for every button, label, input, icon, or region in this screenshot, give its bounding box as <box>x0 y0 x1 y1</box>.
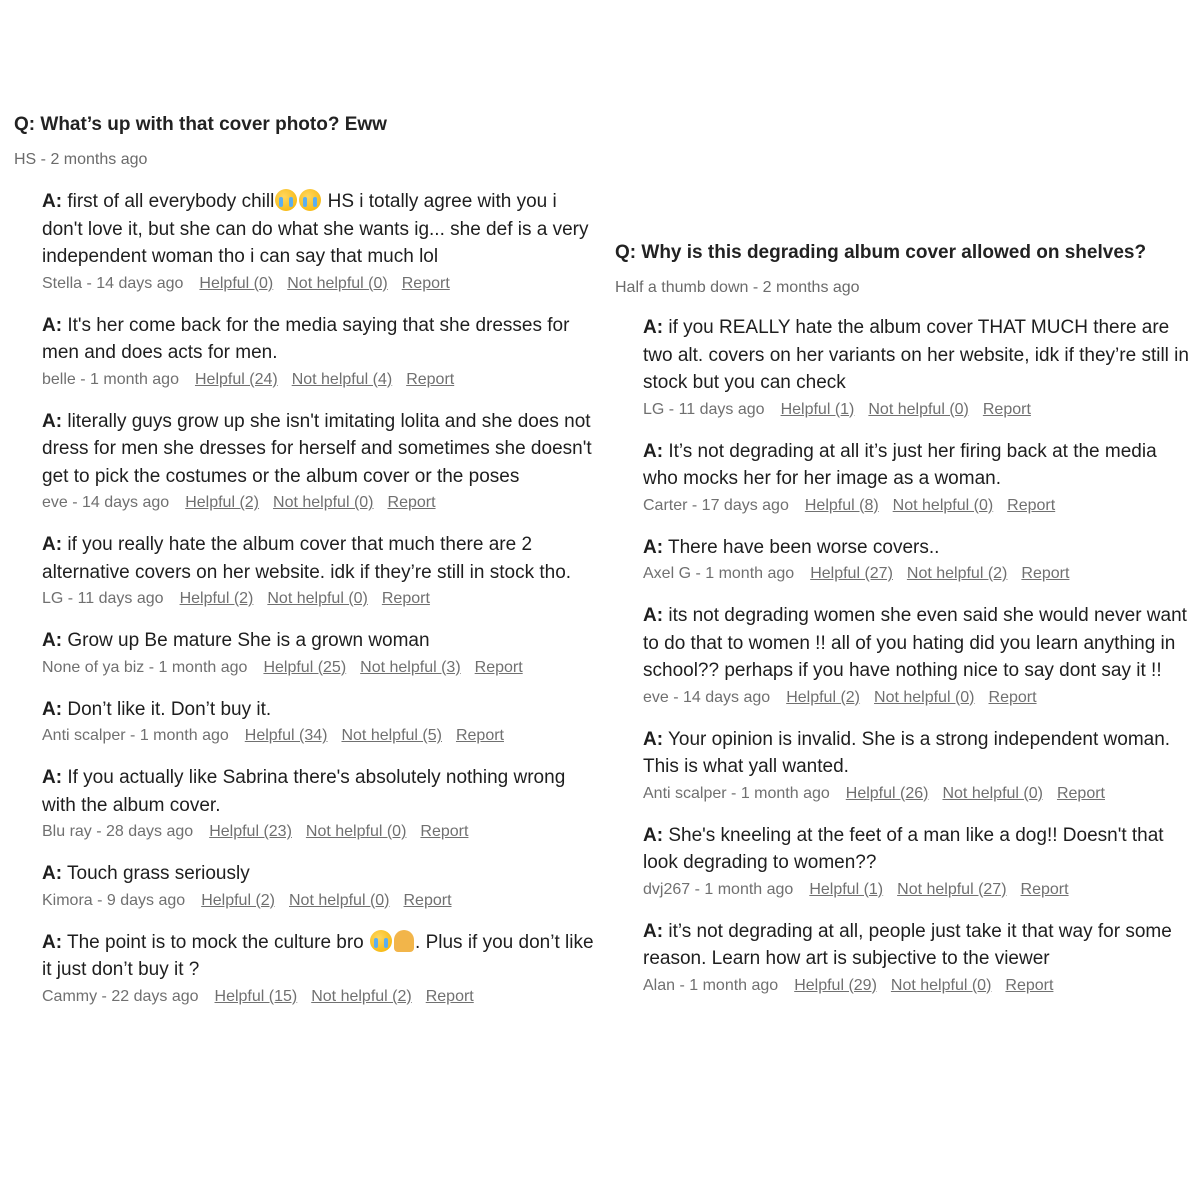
answer-meta <box>42 368 600 392</box>
answer-meta <box>42 724 600 748</box>
answer-prefix: A: <box>643 536 664 558</box>
not-helpful-button[interactable]: Not helpful (0) <box>287 274 388 292</box>
answer-author: Stella - 14 days ago <box>42 274 184 292</box>
not-helpful-button[interactable]: Not helpful (2) <box>311 987 412 1005</box>
report-button[interactable]: Report <box>455 727 504 744</box>
helpful-button[interactable]: Helpful (29) <box>794 976 877 994</box>
answer-list <box>42 188 600 1009</box>
answer-body: if you REALLY hate the album cover THAT MUCH there are two alt. covers on her variants on her website, idk if they’re still in stock but you can check <box>643 317 1189 393</box>
report-button[interactable]: Report <box>1021 565 1070 582</box>
answer-item <box>42 929 600 1009</box>
answer-body: if you really hate the album cover that much there are 2 alternative covers on her website. idk if they’re still in stock tho. <box>42 534 572 583</box>
answer-text-part: first of all everybody chill <box>62 191 275 212</box>
answer-text <box>42 860 600 888</box>
helpful-button[interactable]: Helpful (24) <box>194 370 278 388</box>
answer-text <box>643 438 1195 493</box>
helpful-button[interactable]: Helpful (25) <box>263 658 347 676</box>
not-helpful-button[interactable]: Not helpful (2) <box>906 565 1008 582</box>
answer-prefix: A: <box>643 317 664 338</box>
question-title: Q: What’s up with that cover photo? Eww <box>14 114 387 135</box>
answer-prefix: A: <box>643 605 664 626</box>
answer-meta <box>42 272 600 296</box>
not-helpful-button[interactable]: Not helpful (27) <box>897 880 1007 898</box>
report-button[interactable]: Report <box>1056 784 1105 802</box>
not-helpful-button[interactable]: Not helpful (5) <box>341 727 442 744</box>
answer-text <box>42 408 600 491</box>
helpful-button[interactable]: Helpful (26) <box>845 784 929 802</box>
answer-text <box>42 531 600 586</box>
question-meta: HS - 2 months ago <box>14 151 148 168</box>
report-button[interactable]: Report <box>425 987 474 1005</box>
helpful-button[interactable]: Helpful (2) <box>201 891 275 909</box>
report-button[interactable]: Report <box>406 370 455 388</box>
answer-item <box>42 188 600 296</box>
report-button[interactable]: Report <box>387 494 436 511</box>
answer-text <box>643 314 1195 397</box>
helpful-button[interactable]: Helpful (34) <box>244 727 328 744</box>
report-button[interactable]: Report <box>474 658 523 676</box>
not-helpful-button[interactable]: Not helpful (0) <box>273 494 374 511</box>
answer-prefix: A: <box>42 630 63 651</box>
answer-prefix: A: <box>643 728 664 750</box>
answer-item <box>643 918 1195 998</box>
answer-meta <box>42 656 600 680</box>
not-helpful-button[interactable]: Not helpful (0) <box>289 891 390 909</box>
helpful-button[interactable]: Helpful (2) <box>786 688 861 706</box>
answer-text <box>42 929 600 984</box>
answer-author: eve - 14 days ago <box>42 494 170 511</box>
answer-body: It's her come back for the media saying that she dresses for men and does acts for men. <box>42 314 570 363</box>
helpful-button[interactable]: Helpful (2) <box>179 590 254 607</box>
answer-body: it’s not degrading at all, people just take it that way for some reason. Learn how art is subjective to the viewer <box>643 920 1172 969</box>
answer-item <box>643 534 1195 587</box>
not-helpful-button[interactable]: Not helpful (4) <box>291 370 393 388</box>
question-title: Q: Why is this degrading album cover allowed on shelves? <box>615 242 1147 263</box>
answer-meta <box>643 562 1195 586</box>
report-button[interactable]: Report <box>381 590 430 607</box>
answer-text-part: . Plus if you don’t like it just don’t buy it ? <box>42 931 594 980</box>
answer-body: She's kneeling at the feet of a man like a dog!! Doesn't that look degrading to women?? <box>643 824 1164 873</box>
answer-author: LG - 11 days ago <box>42 590 164 607</box>
helpful-button[interactable]: Helpful (15) <box>214 987 298 1005</box>
answer-text <box>42 188 600 271</box>
answer-author: Blu ray - 28 days ago <box>42 823 194 840</box>
answer-body: Grow up Be mature She is a grown woman <box>62 630 430 651</box>
not-helpful-button[interactable]: Not helpful (0) <box>267 590 368 607</box>
answer-author: dvj267 - 1 month ago <box>643 880 794 898</box>
helpful-button[interactable]: Helpful (8) <box>804 496 879 514</box>
answer-author: None of ya biz - 1 month ago <box>42 658 248 676</box>
answer-prefix: A: <box>643 440 664 462</box>
answer-text <box>643 918 1195 973</box>
not-helpful-button[interactable]: Not helpful (0) <box>868 400 969 418</box>
answer-text <box>42 312 600 367</box>
question-meta: Half a thumb down - 2 months ago <box>615 279 860 296</box>
report-button[interactable]: Report <box>1007 496 1056 514</box>
answer-body: Don’t like it. Don’t buy it. <box>62 698 272 720</box>
answer-text <box>643 822 1195 877</box>
answer-text-part: The point is to mock the culture bro <box>62 931 370 953</box>
answer-text <box>42 764 600 819</box>
answer-author: Kimora - 9 days ago <box>42 891 186 909</box>
answer-item <box>643 438 1195 518</box>
helpful-button[interactable]: Helpful (1) <box>780 400 855 418</box>
crying-emoji-icon <box>274 191 322 212</box>
answer-meta <box>643 494 1195 518</box>
answer-meta <box>643 398 1195 422</box>
answer-author: Anti scalper - 1 month ago <box>643 784 830 802</box>
answer-prefix: A: <box>42 191 63 212</box>
report-button[interactable]: Report <box>982 400 1031 418</box>
report-button[interactable]: Report <box>1020 880 1069 898</box>
question-thread-left <box>14 112 600 1025</box>
answer-prefix: A: <box>42 698 63 720</box>
answer-text <box>643 602 1195 685</box>
answer-author: Anti scalper - 1 month ago <box>42 727 229 744</box>
answer-item <box>643 314 1195 422</box>
report-button[interactable]: Report <box>403 891 452 909</box>
answer-meta <box>42 491 600 515</box>
answer-author: eve - 14 days ago <box>643 688 771 706</box>
answer-item <box>42 696 600 749</box>
answer-text-part: HS i totally agree with you i don't love it, but she can do what she wants ig... she def is a very independent woman tho i can say that much lol <box>42 191 589 267</box>
report-button[interactable]: Report <box>1005 976 1054 994</box>
answer-author: Carter - 17 days ago <box>643 496 789 514</box>
answer-prefix: A: <box>42 410 63 432</box>
answer-text <box>42 696 600 724</box>
answer-item <box>42 531 600 611</box>
answer-meta <box>42 889 600 913</box>
not-helpful-button[interactable]: Not helpful (0) <box>305 823 407 840</box>
question-thread-right <box>615 240 1195 1014</box>
answer-author: LG - 11 days ago <box>643 400 765 418</box>
helpful-button[interactable]: Helpful (2) <box>185 494 260 511</box>
helpful-button[interactable]: Helpful (27) <box>810 565 893 582</box>
answer-prefix: A: <box>643 920 664 942</box>
answer-meta <box>42 985 600 1009</box>
answer-body: There have been worse covers.. <box>663 536 940 558</box>
answer-item <box>42 860 600 913</box>
report-button[interactable]: Report <box>988 688 1037 706</box>
answer-body: its not degrading women she even said she would never want to do that to women !! all of you hating did you learn anything in school?? perhaps if you have nothing nice to say dont say it !! <box>643 605 1187 681</box>
answer-meta <box>42 820 600 844</box>
answer-body: Your opinion is invalid. She is a strong independent woman. This is what yall wanted. <box>643 728 1171 777</box>
report-button[interactable]: Report <box>401 274 450 292</box>
answer-author: Axel G - 1 month ago <box>643 565 795 582</box>
helpful-button[interactable]: Helpful (1) <box>809 880 884 898</box>
answer-item <box>42 627 600 680</box>
answer-prefix: A: <box>643 824 664 846</box>
answer-item <box>643 822 1195 902</box>
answer-text <box>643 534 1195 562</box>
answer-author: belle - 1 month ago <box>42 370 179 388</box>
not-helpful-button[interactable]: Not helpful (0) <box>874 688 975 706</box>
answer-prefix: A: <box>42 534 63 555</box>
answer-item <box>42 312 600 392</box>
not-helpful-button[interactable]: Not helpful (0) <box>890 976 992 994</box>
answer-body: It’s not degrading at all it’s just her firing back at the media who mocks her for her image as a woman. <box>643 440 1157 489</box>
answer-body: literally guys grow up she isn't imitating lolita and she does not dress for men she dresses for herself and sometimes she doesn't get to pick the costumes or the album cover or the poses <box>42 410 592 487</box>
answer-meta <box>643 878 1195 902</box>
helpful-button[interactable]: Helpful (0) <box>199 274 274 292</box>
answer-item <box>42 764 600 844</box>
answer-list <box>643 314 1195 998</box>
answer-author: Alan - 1 month ago <box>643 976 779 994</box>
answer-meta <box>42 587 600 611</box>
answer-prefix: A: <box>42 314 63 336</box>
report-button[interactable]: Report <box>420 823 469 840</box>
answer-item <box>643 726 1195 806</box>
answer-prefix: A: <box>42 767 63 788</box>
answer-meta <box>643 686 1195 710</box>
answer-body: Touch grass seriously <box>62 863 250 884</box>
answer-body: If you actually like Sabrina there's absolutely nothing wrong with the album cover. <box>42 767 566 816</box>
not-helpful-button[interactable]: Not helpful (0) <box>892 496 994 514</box>
answer-text <box>643 726 1195 781</box>
answer-meta <box>643 782 1195 806</box>
answer-prefix: A: <box>42 931 63 953</box>
crying-praying-emoji-icon <box>369 932 415 953</box>
not-helpful-button[interactable]: Not helpful (3) <box>360 658 461 676</box>
answer-author: Cammy - 22 days ago <box>42 987 199 1005</box>
answer-meta <box>643 974 1195 998</box>
not-helpful-button[interactable]: Not helpful (0) <box>942 784 1043 802</box>
answer-item <box>42 408 600 516</box>
helpful-button[interactable]: Helpful (23) <box>209 823 292 840</box>
answer-text <box>42 627 600 655</box>
answer-prefix: A: <box>42 863 63 884</box>
answer-item <box>643 602 1195 710</box>
